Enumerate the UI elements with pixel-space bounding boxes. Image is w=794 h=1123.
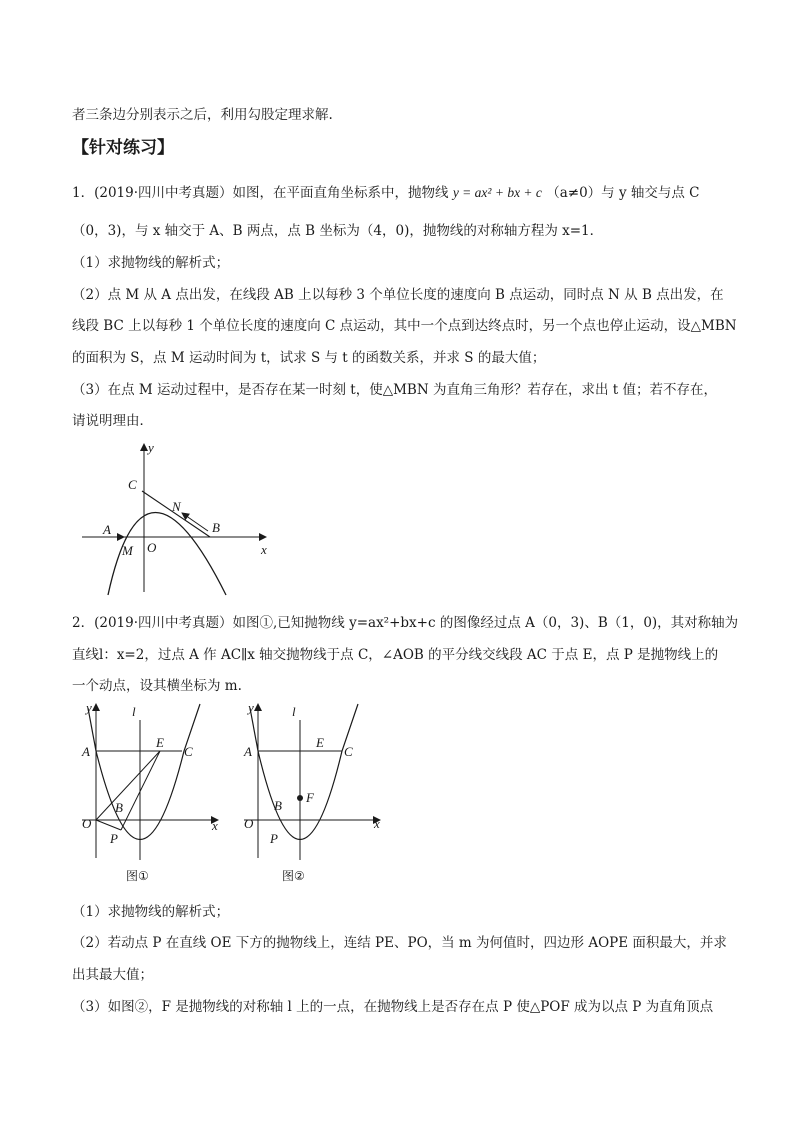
label-p: P bbox=[270, 831, 278, 846]
intro-line: 者三条边分别表示之后，利用勾股定理求解. bbox=[72, 107, 333, 123]
problem1-q2-line1: （2）点 M 从 A 点出发，在线段 AB 上以每秒 3 个单位长度的速度向 B 点运动，同时点 N 从 B 点出发，在 bbox=[72, 287, 724, 303]
label-x: x bbox=[261, 542, 267, 557]
problem1-line1-suffix: （a≠0）与 y 轴交与点 C bbox=[546, 185, 700, 201]
segment-op bbox=[96, 820, 121, 830]
label-b: B bbox=[212, 520, 220, 535]
problem1-q3-line1: （3）在点 M 运动过程中，是否存在某一时刻 t，使△MBN 为直角三角形？若存在，求出 t 值；若不存在， bbox=[72, 382, 717, 398]
problem2-q3-line1: （3）如图②，F 是抛物线的对称轴 l 上的一点，在抛物线上是否存在点 P 使△POF 成为以点 P 为直角顶点 bbox=[72, 999, 714, 1015]
problem2-figure2 bbox=[238, 698, 388, 888]
problem1-line1-prefix: 1．(2019·四川中考真题）如图，在平面直角坐标系中，抛物线 bbox=[72, 185, 449, 201]
arrow-n bbox=[182, 513, 208, 531]
label-y: y bbox=[148, 440, 154, 455]
label-e: E bbox=[316, 735, 324, 750]
figure2-caption: 图② bbox=[282, 869, 305, 883]
label-b: B bbox=[115, 800, 123, 815]
problem1-q1: （1）求抛物线的解析式； bbox=[72, 255, 230, 271]
label-m: M bbox=[122, 543, 133, 558]
label-a: A bbox=[82, 744, 90, 759]
problem2-line3: 一个动点，设其横坐标为 m. bbox=[72, 678, 242, 694]
label-n: N bbox=[172, 499, 181, 514]
problem1-line1 bbox=[72, 181, 700, 201]
problem2-line1: 2．(2019·四川中考真题）如图①,已知抛物线 y=ax²+bx+c 的图像经过点 A（0，3)、B（1，0)，其对称轴为 bbox=[72, 615, 739, 631]
problem1-formula: y = ax² + bx + c bbox=[452, 185, 542, 200]
problem1-line2: （0，3)，与 x 轴交于 A、B 两点，点 B 坐标为（4，0)，抛物线的对称轴方程为 x=1． bbox=[72, 223, 604, 239]
problem1-q3-line2: 请说明理由． bbox=[72, 413, 153, 429]
problem1-q2-line2: 线段 BC 上以每秒 1 个单位长度的速度向 C 点运动，其中一个点到达终点时，另一个点也停止运动，设△MBN bbox=[72, 318, 737, 334]
point-f bbox=[297, 795, 303, 801]
label-e: E bbox=[156, 735, 164, 750]
label-x: x bbox=[374, 816, 380, 831]
label-b: B bbox=[274, 798, 282, 813]
label-o: O bbox=[82, 816, 92, 831]
label-y: y bbox=[86, 700, 92, 715]
label-l: l bbox=[132, 704, 136, 719]
label-p: P bbox=[110, 831, 118, 846]
section-heading: 【针对练习】 bbox=[72, 138, 174, 158]
parabola bbox=[96, 704, 200, 840]
label-o: O bbox=[244, 816, 254, 831]
problem1-figure bbox=[78, 440, 278, 600]
problem2-q2-line1: （2）若动点 P 在直线 OE 下方的抛物线上，连结 PE、PO，当 m 为何值时，四边形 AOPE 面积最大，并求 bbox=[72, 935, 727, 951]
problem2-q1: （1）求抛物线的解析式； bbox=[72, 904, 230, 920]
label-c: C bbox=[184, 744, 193, 759]
label-f: F bbox=[306, 790, 314, 805]
label-y: y bbox=[248, 700, 254, 715]
label-o: O bbox=[147, 540, 157, 555]
problem2-line2: 直线l：x=2，过点 A 作 AC∥x 轴交抛物线于点 C，∠AOB 的平分线交线段 AC 于点 E，点 P 是抛物线上的 bbox=[72, 647, 719, 663]
label-a: A bbox=[103, 522, 111, 537]
label-a: A bbox=[244, 744, 252, 759]
segment-cb bbox=[142, 491, 210, 537]
parabola bbox=[258, 704, 358, 840]
problem2-q2-line2: 出其最大值； bbox=[72, 967, 153, 983]
label-c: C bbox=[128, 477, 137, 492]
label-l: l bbox=[292, 704, 296, 719]
label-c: C bbox=[344, 744, 353, 759]
problem2-figure1 bbox=[78, 698, 228, 888]
problem1-q2-line3: 的面积为 S，点 M 运动时间为 t，试求 S 与 t 的函数关系，并求 S 的最大值； bbox=[72, 350, 546, 366]
figure1-caption: 图① bbox=[126, 869, 149, 883]
label-x: x bbox=[212, 818, 218, 833]
